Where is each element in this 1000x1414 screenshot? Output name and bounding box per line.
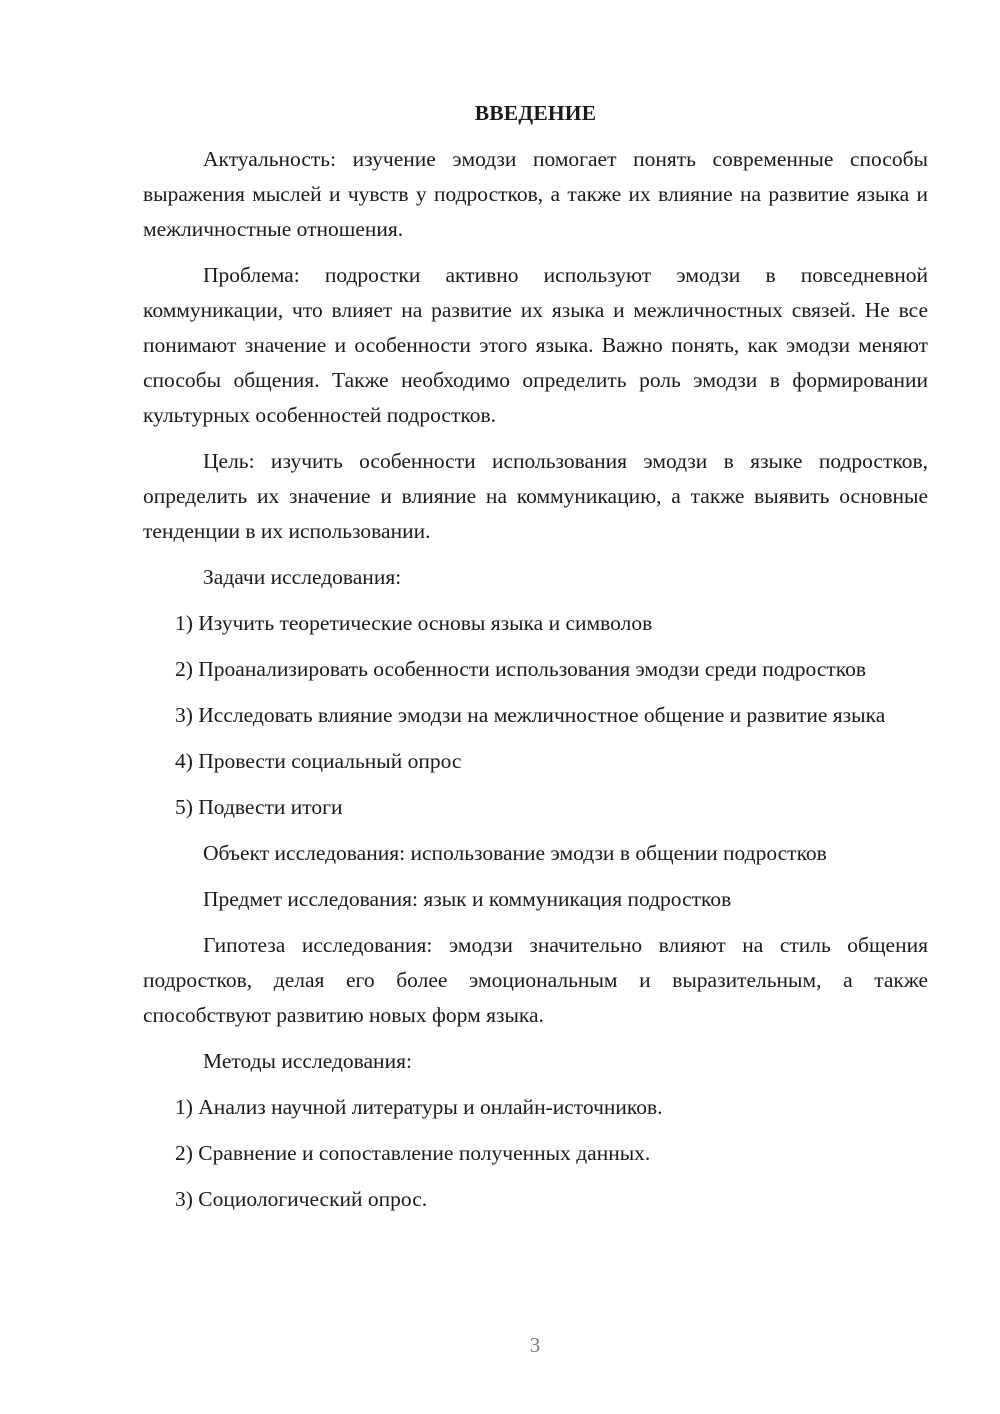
tasks-heading: Задачи исследования: (203, 565, 402, 589)
methods-list (143, 1090, 928, 1217)
tasks-list (143, 606, 928, 825)
task-item: 4) Провести социальный опрос (175, 749, 462, 773)
page-number: 3 (529, 1333, 541, 1357)
task-item: 3) Исследовать влияние эмодзи на межличностное общение и развитие языка (175, 703, 886, 727)
object-paragraph: Объект исследования: использование эмодзи в общении подростков (203, 841, 827, 865)
goal-paragraph: Цель: изучить особенности использования эмодзи в языке подростков, определить их значение и влияние на коммуникацию, а также выявить основные тенденции в их использовании. (143, 449, 928, 543)
method-item: 2) Сравнение и сопоставление полученных данных. (175, 1141, 651, 1165)
document-page (143, 96, 928, 1228)
subject-paragraph: Предмет исследования: язык и коммуникация подростков (203, 887, 732, 911)
task-item: 2) Проанализировать особенности использования эмодзи среди подростков (175, 657, 867, 681)
task-item: 5) Подвести итоги (175, 795, 343, 819)
relevance-paragraph: Актуальность: изучение эмодзи помогает понять современные способы выражения мыслей и чувств у подростков, а также их влияние на развитие языка и межличностные отношения. (143, 147, 928, 241)
method-item: 1) Анализ научной литературы и онлайн-источников. (175, 1095, 663, 1119)
problem-paragraph: Проблема: подростки активно используют эмодзи в повседневной коммуникации, что влияет на развитие их языка и межличностных связей. Не все понимают значение и особенности этого языка. Важно понять, как эмодзи меняют способы общения. Также необходимо определить роль эмодзи в формировании культурных особенностей подростков. (143, 263, 928, 427)
hypothesis-paragraph: Гипотеза исследования: эмодзи значительно влияют на стиль общения подростков, делая его более эмоциональным и выразительным, а также способствуют развитию новых форм языка. (143, 933, 928, 1027)
methods-heading: Методы исследования: (203, 1049, 412, 1073)
method-item: 3) Социологический опрос. (175, 1187, 428, 1211)
page-title: ВВЕДЕНИЕ (474, 101, 597, 125)
task-item: 1) Изучить теоретические основы языка и символов (175, 611, 653, 635)
